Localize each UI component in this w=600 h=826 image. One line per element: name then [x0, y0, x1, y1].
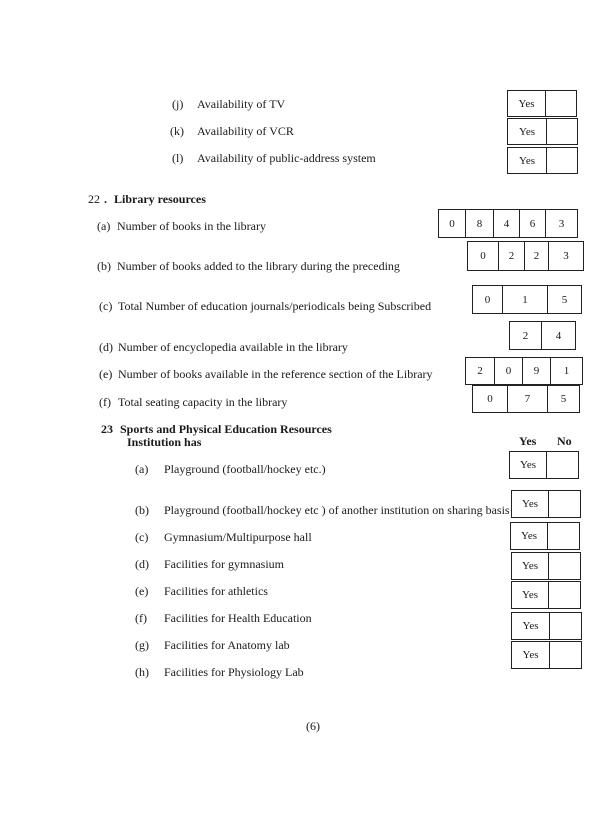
digit-box	[438, 209, 578, 238]
item-label: Playground (football/hockey etc ) of another institution on sharing basis	[164, 503, 510, 517]
item-letter: (a)	[135, 462, 149, 476]
section-title: Library resources	[114, 192, 206, 206]
item-letter: (b)	[135, 503, 149, 517]
digit-cell: 1	[502, 286, 547, 313]
no-cell	[545, 91, 576, 116]
digit-box	[472, 285, 582, 314]
item-letter: (h)	[135, 665, 149, 679]
digit-cell: 2	[477, 365, 483, 377]
no-cell	[549, 613, 581, 639]
digit-cell: 7	[507, 386, 547, 412]
item-letter: (b)	[97, 259, 111, 273]
yes-no-box	[509, 451, 579, 479]
item-label: Number of books added to the library during the preceding	[117, 259, 400, 273]
yes-cell: Yes	[518, 125, 535, 138]
no-cell	[546, 148, 577, 173]
no-cell	[548, 582, 580, 608]
digit-cell: 0	[480, 250, 486, 262]
item-label: Number of encyclopedia available in the library	[118, 340, 348, 354]
yes-no-box	[507, 118, 578, 145]
item-label: Total Number of education journals/periodicals being Subscribed	[118, 299, 432, 313]
yes-no-box	[507, 147, 578, 174]
item-label: Availability of VCR	[197, 124, 294, 138]
yes-no-box	[511, 581, 581, 609]
item-letter: (a)	[97, 219, 111, 233]
digit-cell: 3	[548, 242, 583, 270]
section-dot: .	[104, 192, 107, 206]
no-cell	[548, 491, 580, 517]
no-cell	[548, 553, 580, 579]
digit-cell: 2	[522, 329, 529, 342]
yes-cell: Yes	[518, 97, 535, 110]
digit-cell: 5	[547, 286, 581, 313]
item-letter: (j)	[172, 97, 184, 111]
yes-no-box	[511, 490, 581, 518]
yes-cell: Yes	[521, 498, 538, 510]
yes-cell: Yes	[521, 589, 538, 601]
digit-cell: 2	[524, 242, 548, 270]
item-label: Facilities for gymnasium	[164, 557, 284, 571]
digit-cell: 4	[541, 322, 575, 349]
yes-no-box	[510, 522, 580, 550]
item-letter: (g)	[135, 638, 149, 652]
digit-cell: 0	[487, 393, 493, 405]
digit-cell: 3	[545, 210, 577, 237]
yes-cell: Yes	[521, 560, 538, 572]
digit-cell: 0	[484, 293, 491, 306]
item-label: Playground (football/hockey etc.)	[164, 462, 326, 476]
yes-no-box	[507, 90, 577, 117]
item-letter: (f)	[135, 611, 147, 625]
digit-cell: 2	[498, 242, 524, 270]
column-header-yes: Yes	[519, 434, 537, 448]
digit-cell: 6	[519, 210, 545, 237]
item-letter: (e)	[135, 584, 149, 598]
item-label: Number of books in the library	[117, 219, 266, 233]
yes-no-box	[511, 552, 581, 580]
section-number: 23	[101, 422, 113, 436]
item-letter: (k)	[170, 124, 184, 138]
section-title: Sports and Physical Education Resources	[120, 422, 332, 436]
item-label: Availability of TV	[197, 97, 286, 111]
item-letter: (d)	[135, 557, 149, 571]
digit-cell: 9	[522, 358, 550, 384]
item-label: Availability of public-address system	[197, 151, 376, 165]
item-letter: (l)	[172, 151, 184, 165]
digit-box	[467, 241, 584, 271]
section-subtitle: Institution has	[127, 435, 202, 449]
no-cell	[549, 642, 581, 668]
no-cell	[547, 523, 579, 549]
item-label: Facilities for Physiology Lab	[164, 665, 304, 679]
no-cell	[546, 119, 577, 144]
digit-box	[509, 321, 576, 350]
column-header-no: No	[557, 434, 572, 448]
section-number: 22	[88, 192, 100, 206]
item-label: Facilities for Anatomy lab	[164, 638, 290, 652]
yes-cell: Yes	[519, 459, 536, 471]
digit-cell: 5	[547, 386, 579, 412]
item-label: Facilities for Health Education	[164, 611, 312, 625]
digit-box	[465, 357, 583, 385]
item-label: Number of books available in the reference section of the Library	[118, 367, 433, 381]
yes-no-box	[511, 612, 582, 640]
digit-cell: 4	[493, 210, 519, 237]
digit-cell: 0	[494, 358, 522, 384]
digit-cell: 1	[550, 358, 582, 384]
digit-box	[472, 385, 580, 413]
digit-cell: 8	[465, 210, 493, 237]
item-label: Facilities for athletics	[164, 584, 268, 598]
item-letter: (e)	[99, 367, 113, 381]
item-letter: (f)	[99, 395, 111, 409]
digit-cell: 0	[449, 217, 455, 230]
yes-cell: Yes	[522, 620, 539, 632]
item-label: Gymnasium/Multipurpose hall	[164, 530, 312, 544]
item-label: Total seating capacity in the library	[118, 395, 288, 409]
item-letter: (c)	[99, 299, 113, 313]
yes-cell: Yes	[518, 154, 535, 167]
item-letter: (c)	[135, 530, 149, 544]
no-cell	[546, 452, 578, 478]
item-letter: (d)	[99, 340, 113, 354]
page-number: (6)	[306, 719, 320, 733]
yes-no-box	[511, 641, 582, 669]
yes-cell: Yes	[522, 649, 539, 661]
yes-cell: Yes	[520, 530, 537, 542]
